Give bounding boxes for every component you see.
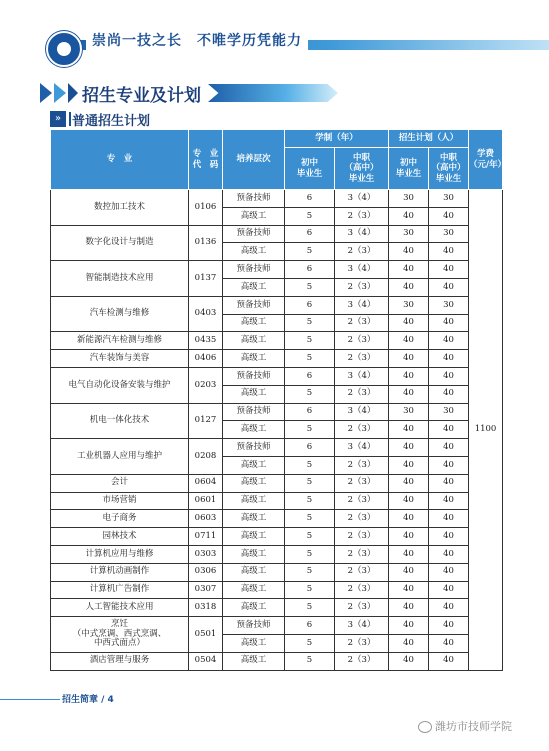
plan-vocational-cell: 40 [429,528,469,546]
duration-junior-cell: 5 [285,510,335,528]
plan-junior-cell: 40 [389,350,429,368]
duration-junior-cell: 5 [285,492,335,510]
plan-junior-cell: 40 [389,332,429,350]
top-banner [0,0,549,62]
duration-junior-cell: 6 [285,403,335,421]
major-code-cell: 0137 [189,261,223,297]
plan-vocational-cell: 30 [429,403,469,421]
plan-vocational-cell: 40 [429,367,469,385]
duration-junior-cell: 5 [285,421,335,439]
section-title: 招生专业及计划 [82,86,201,106]
plan-junior-cell: 40 [389,367,429,385]
plan-junior-cell: 40 [389,439,429,457]
table-row [51,528,503,546]
plan-vocational-cell: 40 [429,385,469,403]
plan-junior-cell: 40 [389,510,429,528]
tuition-fee-cell: 1100 [469,190,503,671]
duration-junior-cell: 5 [285,350,335,368]
major-name-cell: 市场营销 [51,492,189,510]
major-code-cell: 0501 [189,617,223,653]
table-row [51,403,503,421]
plan-vocational-cell: 40 [429,261,469,279]
plan-junior-cell: 40 [389,421,429,439]
plan-vocational-cell: 40 [429,332,469,350]
duration-junior-cell: 5 [285,599,335,617]
plan-junior-cell: 40 [389,563,429,581]
duration-vocational-cell: 2（3） [335,350,389,368]
level-cell: 预备技师 [223,225,285,243]
plan-vocational-cell: 30 [429,225,469,243]
duration-junior-cell: 6 [285,439,335,457]
duration-junior-cell: 6 [285,190,335,208]
major-name-cell: 烹饪 （中式烹调、西式烹调、 中西式面点） [51,617,189,653]
plan-junior-cell: 40 [389,599,429,617]
section-heading [40,80,520,106]
major-name-cell: 会计 [51,474,189,492]
plan-vocational-cell: 40 [429,278,469,296]
plan-vocational-cell: 40 [429,350,469,368]
plan-vocational-cell: 40 [429,243,469,261]
level-cell: 高级工 [223,474,285,492]
page-footer [0,692,549,706]
duration-junior-cell: 5 [285,243,335,261]
plan-vocational-cell: 40 [429,474,469,492]
duration-vocational-cell: 2（3） [335,421,389,439]
duration-vocational-cell: 2（3） [335,332,389,350]
major-code-cell: 0306 [189,563,223,581]
level-cell: 高级工 [223,385,285,403]
header-level: 培养层次 [223,130,285,190]
plan-vocational-cell: 40 [429,314,469,332]
double-chevron-icon: » [50,111,66,127]
major-code-cell: 0711 [189,528,223,546]
duration-vocational-cell: 2（3） [335,492,389,510]
plan-junior-cell: 30 [389,403,429,421]
level-cell: 高级工 [223,634,285,652]
duration-vocational-cell: 2（3） [335,652,389,670]
header-major: 专 业 [51,130,189,190]
table-row [51,652,503,670]
plan-junior-cell: 30 [389,190,429,208]
subsection-title: 普通招生计划 [72,110,150,129]
duration-junior-cell: 5 [285,545,335,563]
plan-vocational-cell: 40 [429,563,469,581]
plan-vocational-cell: 40 [429,439,469,457]
level-cell: 高级工 [223,278,285,296]
table-row [51,545,503,563]
level-cell: 预备技师 [223,190,285,208]
duration-junior-cell: 6 [285,296,335,314]
plan-vocational-cell: 40 [429,207,469,225]
major-code-cell: 0435 [189,332,223,350]
level-cell: 高级工 [223,563,285,581]
header-duration-junior: 初中 毕业生 [285,148,335,190]
plan-junior-cell: 40 [389,243,429,261]
duration-junior-cell: 5 [285,456,335,474]
table-row [51,563,503,581]
table-row [51,296,503,314]
plan-junior-cell: 40 [389,385,429,403]
major-name-cell: 机电一体化技术 [51,403,189,439]
duration-junior-cell: 6 [285,617,335,635]
plan-junior-cell: 40 [389,261,429,279]
duration-vocational-cell: 2（3） [335,278,389,296]
major-name-cell: 电气自动化设备安装与维护 [51,367,189,403]
major-name-cell: 计算机广告制作 [51,581,189,599]
table-row [51,367,503,385]
chevron-icon [54,83,66,103]
duration-junior-cell: 5 [285,314,335,332]
duration-junior-cell: 5 [285,207,335,225]
duration-junior-cell: 5 [285,563,335,581]
duration-vocational-cell: 2（3） [335,207,389,225]
level-cell: 高级工 [223,528,285,546]
major-name-cell: 汽车检测与维修 [51,296,189,332]
duration-vocational-cell: 3（4） [335,190,389,208]
table-row [51,474,503,492]
table-row [51,261,503,279]
duration-vocational-cell: 2（3） [335,528,389,546]
plan-junior-cell: 40 [389,474,429,492]
plan-junior-cell: 40 [389,581,429,599]
plan-junior-cell: 40 [389,652,429,670]
plan-junior-cell: 40 [389,456,429,474]
header-duration-vocational: 中职 （高中） 毕业生 [335,148,389,190]
duration-vocational-cell: 2（3） [335,581,389,599]
plan-vocational-cell: 40 [429,652,469,670]
major-code-cell: 0307 [189,581,223,599]
level-cell: 高级工 [223,581,285,599]
duration-vocational-cell: 2（3） [335,456,389,474]
plan-vocational-cell: 40 [429,617,469,635]
major-name-cell: 数控加工技术 [51,190,189,226]
table-row [51,599,503,617]
duration-junior-cell: 5 [285,385,335,403]
header-plan-junior: 初中 毕业生 [389,148,429,190]
major-code-cell: 0318 [189,599,223,617]
major-code-cell: 0601 [189,492,223,510]
major-name-cell: 智能制造技术应用 [51,261,189,297]
plan-junior-cell: 40 [389,492,429,510]
duration-junior-cell: 6 [285,225,335,243]
major-code-cell: 0127 [189,403,223,439]
header-plan: 招生计划（人） [389,130,469,148]
watermark [418,718,512,734]
major-name-cell: 计算机动画制作 [51,563,189,581]
plan-junior-cell: 40 [389,207,429,225]
table-row [51,510,503,528]
duration-junior-cell: 6 [285,261,335,279]
footer-line [0,699,60,700]
chevron-icon [68,83,78,103]
plan-vocational-cell: 40 [429,456,469,474]
plan-junior-cell: 40 [389,545,429,563]
major-code-cell: 0403 [189,296,223,332]
plan-vocational-cell: 30 [429,296,469,314]
major-name-cell: 园林技术 [51,528,189,546]
level-cell: 预备技师 [223,296,285,314]
duration-junior-cell: 5 [285,652,335,670]
duration-vocational-cell: 2（3） [335,599,389,617]
level-cell: 高级工 [223,652,285,670]
plan-vocational-cell: 40 [429,581,469,599]
table-row [51,225,503,243]
plan-junior-cell: 40 [389,278,429,296]
header-fee: 学费 （元/年） [469,130,503,190]
duration-vocational-cell: 3（4） [335,439,389,457]
duration-junior-cell: 5 [285,332,335,350]
major-code-cell: 0504 [189,652,223,670]
header-code: 专 业 代 码 [189,130,223,190]
school-logo-icon [46,31,82,67]
major-name-cell: 数字化设计与制造 [51,225,189,261]
table-row [51,492,503,510]
duration-junior-cell: 5 [285,474,335,492]
major-code-cell: 0106 [189,190,223,226]
plan-junior-cell: 30 [389,225,429,243]
table-row [51,332,503,350]
table-row [51,190,503,208]
duration-junior-cell: 5 [285,278,335,296]
level-cell: 预备技师 [223,617,285,635]
enrollment-plan-table [50,129,507,671]
plan-vocational-cell: 40 [429,492,469,510]
header-plan-vocational: 中职 （高中） 毕业生 [429,148,469,190]
level-cell: 高级工 [223,350,285,368]
plan-vocational-cell: 40 [429,599,469,617]
duration-vocational-cell: 3（4） [335,261,389,279]
plan-vocational-cell: 40 [429,421,469,439]
duration-vocational-cell: 3（4） [335,225,389,243]
level-cell: 高级工 [223,510,285,528]
major-code-cell: 0604 [189,474,223,492]
major-code-cell: 0208 [189,439,223,475]
table-row [51,439,503,457]
plan-junior-cell: 40 [389,617,429,635]
major-name-cell: 电子商务 [51,510,189,528]
major-name-cell: 酒店管理与服务 [51,652,189,670]
plan-junior-cell: 40 [389,634,429,652]
table-body [51,190,503,671]
footer-text: 招生简章 / 4 [62,695,114,705]
level-cell: 高级工 [223,421,285,439]
duration-vocational-cell: 2（3） [335,510,389,528]
duration-vocational-cell: 2（3） [335,634,389,652]
table-row [51,617,503,635]
level-cell: 高级工 [223,492,285,510]
major-code-cell: 0203 [189,367,223,403]
duration-vocational-cell: 3（4） [335,617,389,635]
header-duration: 学制（年） [285,130,389,148]
duration-junior-cell: 5 [285,634,335,652]
duration-vocational-cell: 2（3） [335,474,389,492]
duration-vocational-cell: 2（3） [335,243,389,261]
major-name-cell: 工业机器人应用与维护 [51,439,189,475]
plan-vocational-cell: 30 [429,190,469,208]
level-cell: 预备技师 [223,439,285,457]
level-cell: 高级工 [223,207,285,225]
banner-slogan: 崇尚一技之长 不唯学历凭能力 [86,30,308,50]
duration-junior-cell: 5 [285,581,335,599]
level-cell: 预备技师 [223,367,285,385]
plan-vocational-cell: 40 [429,545,469,563]
table-row [51,350,503,368]
duration-vocational-cell: 3（4） [335,403,389,421]
plan-vocational-cell: 40 [429,634,469,652]
level-cell: 高级工 [223,456,285,474]
duration-junior-cell: 5 [285,528,335,546]
major-name-cell: 人工智能技术应用 [51,599,189,617]
major-name-cell: 计算机应用与维修 [51,545,189,563]
major-code-cell: 0603 [189,510,223,528]
plan-vocational-cell: 40 [429,510,469,528]
duration-vocational-cell: 3（4） [335,367,389,385]
duration-vocational-cell: 3（4） [335,296,389,314]
duration-vocational-cell: 2（3） [335,545,389,563]
plan-junior-cell: 40 [389,314,429,332]
plan-junior-cell: 30 [389,296,429,314]
decorative-arrow-band [208,84,338,102]
table-row [51,581,503,599]
wechat-icon [418,721,432,733]
plan-junior-cell: 40 [389,528,429,546]
level-cell: 预备技师 [223,261,285,279]
level-cell: 预备技师 [223,403,285,421]
major-code-cell: 0303 [189,545,223,563]
level-cell: 高级工 [223,599,285,617]
level-cell: 高级工 [223,243,285,261]
duration-vocational-cell: 2（3） [335,385,389,403]
major-code-cell: 0406 [189,350,223,368]
duration-junior-cell: 6 [285,367,335,385]
duration-vocational-cell: 2（3） [335,563,389,581]
level-cell: 高级工 [223,545,285,563]
chevron-icon [40,83,52,103]
major-code-cell: 0136 [189,225,223,261]
level-cell: 高级工 [223,314,285,332]
level-cell: 高级工 [223,332,285,350]
major-name-cell: 汽车装饰与美容 [51,350,189,368]
duration-vocational-cell: 2（3） [335,314,389,332]
watermark-text: 潍坊市技师学院 [435,720,512,733]
major-name-cell: 新能源汽车检测与维修 [51,332,189,350]
